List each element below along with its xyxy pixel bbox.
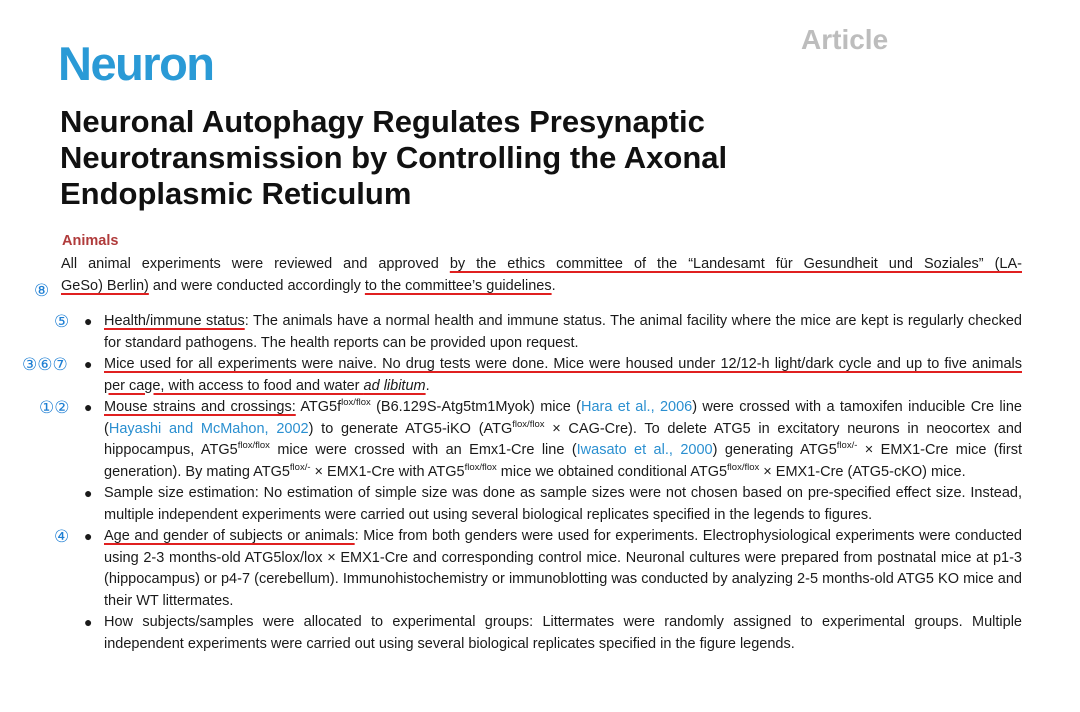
section-intro-line-2 bbox=[61, 276, 1022, 298]
allocation-text: How subjects/samples were allocated to experimental groups: Littermates were randomly assigned to experimental groups. Multiple independent experiments were carried out using several biological replicates specified in the figure legends. bbox=[104, 614, 1022, 652]
naive-housing-text: Mice used for all experiments were naive. No drug tests were done. Mice were housed under 12/12-h light/dark cycle and up to five animals per cage, with access to food and water ad libitum bbox=[104, 356, 1022, 394]
age-gender-text: : Mice from both genders were used for experiments. Electrophysiological experiments were conducted using 2-3 months-old ATG5lox/lox × EMX1-Cre and corresponding control mice. Neuronal cultures were prepared from postnatal mice at p1-3 (hippocampus) or p4-7 (cerebellum). Immunohistochemistry or immunoblotting was conducted by analyzing 2-5 months-old ATG5 KO mice and their WT littermates. bbox=[104, 528, 1022, 609]
methods-bullet-list bbox=[22, 311, 1022, 655]
annotation-number-5: ⑤ bbox=[54, 312, 70, 331]
annotation-number-1-2: ①② bbox=[39, 398, 70, 417]
paper-title bbox=[60, 104, 960, 212]
intro-text: and were conducted accordingly bbox=[148, 278, 365, 294]
age-gender-label: Age and gender of subjects or animals bbox=[104, 528, 355, 544]
bullet-dot: ● bbox=[84, 313, 93, 329]
bullet-sample-size bbox=[84, 483, 1022, 526]
bullet-dot: ● bbox=[84, 614, 93, 630]
citation-link[interactable]: Hara et al., 2006 bbox=[581, 399, 693, 415]
intro-end: . bbox=[551, 278, 556, 294]
bullet-age-gender bbox=[54, 526, 1022, 612]
section-intro-line-1 bbox=[61, 254, 1022, 276]
bullet-allocation bbox=[84, 612, 1022, 655]
intro-text: All animal experiments were reviewed and approved bbox=[61, 256, 450, 272]
bullet-mouse-strains: ①② ● Mouse strains and crossings: $ATG5f^{lox/flox}$ (B6.129S-Atg5tm1Myok) mice (Hara et al., 2006) were crossed with a tamoxifen inducible Cre line (Hayashi and McMahon, 2002) to generate ATG5-iKO $(ATG^{flox/flox} \times CAG-Cre)$. To delete ATG5 in excitatory neurons in neocortex and hippocampus, $ATG5^{flox/flox}$ mice were crossed with an Emx1-Cre line (Iwasato et al., 2000) generating $ATG5^{flox/-} \times EMX1-Cre$ mice (first generation). By mating $ATG5^{flox/-} \times EMX1-Cre$ with $ATG5^{flox/flox}$ mice we obtained conditional $ATG5^{flox/flox} \times EMX1-Cre$ (ATG5-cKO) mice. bbox=[39, 397, 1022, 480]
citation-link[interactable]: Hayashi and McMahon, 2002 bbox=[108, 420, 309, 437]
article-type-label: Article bbox=[801, 24, 889, 55]
bullet-health-status bbox=[54, 311, 1022, 354]
title-line: Endoplasmic Reticulum bbox=[60, 176, 412, 211]
citation-link[interactable]: Iwasato et al., 2000 bbox=[576, 442, 713, 458]
annotation-number-8: ⑧ bbox=[34, 281, 50, 300]
bullet-dot: ● bbox=[84, 399, 93, 415]
annotation-number-4: ④ bbox=[54, 527, 70, 546]
guidelines-highlight: to the committee’s guidelines bbox=[364, 278, 552, 294]
title-line: Neuronal Autophagy Regulates Presynaptic bbox=[60, 104, 705, 139]
ethics-committee-highlight: by the ethics committee of the “Landesamt für Gesundheit und Soziales” (LA- bbox=[449, 256, 1022, 272]
bullet-dot: ● bbox=[84, 485, 93, 501]
sample-size-text: Sample size estimation: No estimation of simple size was done as sample sizes were not chosen based on pre-specified effect size. Instead, multiple independent experiments were carried out using several biological replicates specified in the legends to figures. bbox=[104, 485, 1022, 523]
title-line: Neurotransmission by Controlling the Axonal bbox=[60, 140, 728, 175]
section-heading: Animals bbox=[62, 233, 119, 249]
health-status-text: : The animals have a normal health and immune status. The animal facility where the mice are kept is regularly checked for standard pathogens. The health reports can be provided upon request. bbox=[104, 313, 1022, 351]
health-status-label: Health/immune status bbox=[104, 313, 245, 329]
annotation-number-3-6-7: ③⑥⑦ bbox=[22, 355, 68, 374]
ethics-committee-highlight-cont: GeSo) Berlin) bbox=[61, 278, 149, 294]
bullet-dot: ● bbox=[84, 528, 93, 544]
strains-label: Mouse strains and crossings: bbox=[104, 399, 296, 415]
bullet-dot: ● bbox=[84, 356, 93, 372]
bullet-naive: ③⑥⑦ ● Mice used for all experiments were naive. No drug tests were done. Mice were housed under 12/12-h light/dark cycle and up to five animals per cage, with access to food and water ad libitum. bbox=[22, 355, 1022, 394]
journal-logo: Neuron bbox=[58, 37, 214, 90]
